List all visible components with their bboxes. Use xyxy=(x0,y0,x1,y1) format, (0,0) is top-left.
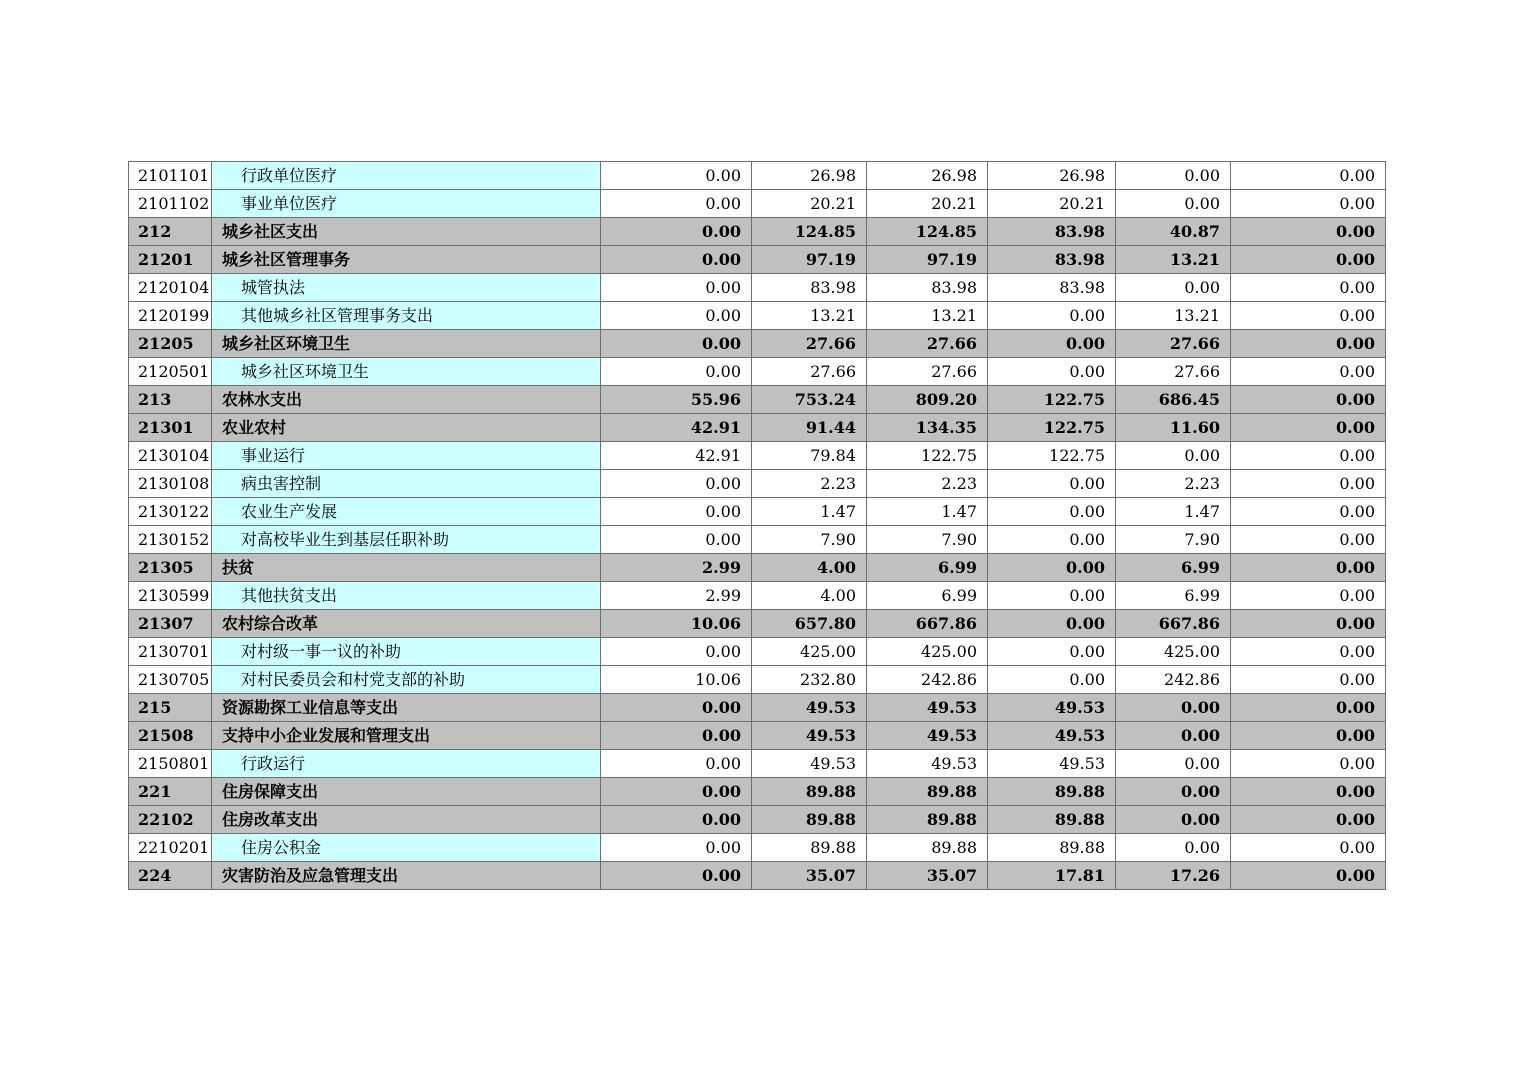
amount-cell: 97.19 xyxy=(867,246,988,274)
amount-cell: 27.66 xyxy=(752,358,867,386)
amount-cell: 0.00 xyxy=(601,750,752,778)
account-name-cell: 城乡社区支出 xyxy=(212,218,601,246)
account-name-cell: 对村级一事一议的补助 xyxy=(212,638,601,666)
amount-cell: 0.00 xyxy=(1116,274,1231,302)
amount-cell: 0.00 xyxy=(1231,554,1386,582)
amount-cell: 0.00 xyxy=(988,610,1116,638)
amount-cell: 0.00 xyxy=(601,330,752,358)
amount-cell: 4.00 xyxy=(752,554,867,582)
amount-cell: 83.98 xyxy=(867,274,988,302)
amount-cell: 20.21 xyxy=(752,190,867,218)
account-name-cell: 农村综合改革 xyxy=(212,610,601,638)
amount-cell: 0.00 xyxy=(1116,806,1231,834)
amount-cell: 0.00 xyxy=(1231,862,1386,890)
amount-cell: 753.24 xyxy=(752,386,867,414)
amount-cell: 0.00 xyxy=(988,554,1116,582)
account-name-cell: 行政运行 xyxy=(212,750,601,778)
budget-table xyxy=(128,161,1386,890)
amount-cell: 0.00 xyxy=(1231,246,1386,274)
account-name-cell: 住房保障支出 xyxy=(212,778,601,806)
table-row xyxy=(129,190,1386,218)
account-name-cell: 城乡社区环境卫生 xyxy=(212,358,601,386)
amount-cell: 17.26 xyxy=(1116,862,1231,890)
amount-cell: 27.66 xyxy=(752,330,867,358)
account-code-cell: 213 xyxy=(129,386,212,414)
amount-cell: 0.00 xyxy=(1116,834,1231,862)
amount-cell: 0.00 xyxy=(601,834,752,862)
amount-cell: 0.00 xyxy=(601,190,752,218)
amount-cell: 20.21 xyxy=(867,190,988,218)
category-summary-row xyxy=(129,778,1386,806)
amount-cell: 91.44 xyxy=(752,414,867,442)
amount-cell: 0.00 xyxy=(1231,442,1386,470)
amount-cell: 6.99 xyxy=(1116,582,1231,610)
amount-cell: 686.45 xyxy=(1116,386,1231,414)
amount-cell: 0.00 xyxy=(1231,386,1386,414)
amount-cell: 0.00 xyxy=(1231,610,1386,638)
amount-cell: 49.53 xyxy=(867,750,988,778)
account-name-cell: 其他扶贫支出 xyxy=(212,582,601,610)
account-name-cell: 行政单位医疗 xyxy=(212,162,601,190)
account-code-cell: 2210201 xyxy=(129,834,212,862)
amount-cell: 0.00 xyxy=(601,302,752,330)
category-summary-row xyxy=(129,218,1386,246)
amount-cell: 0.00 xyxy=(1231,162,1386,190)
table-row xyxy=(129,274,1386,302)
table-row xyxy=(129,302,1386,330)
account-code-cell: 21205 xyxy=(129,330,212,358)
amount-cell: 2.99 xyxy=(601,582,752,610)
amount-cell: 42.91 xyxy=(601,442,752,470)
account-name-cell: 病虫害控制 xyxy=(212,470,601,498)
amount-cell: 35.07 xyxy=(867,862,988,890)
amount-cell: 0.00 xyxy=(601,638,752,666)
amount-cell: 0.00 xyxy=(601,274,752,302)
category-summary-row xyxy=(129,694,1386,722)
amount-cell: 0.00 xyxy=(1116,442,1231,470)
amount-cell: 40.87 xyxy=(1116,218,1231,246)
amount-cell: 0.00 xyxy=(601,722,752,750)
account-code-cell: 21305 xyxy=(129,554,212,582)
amount-cell: 124.85 xyxy=(867,218,988,246)
amount-cell: 0.00 xyxy=(988,526,1116,554)
amount-cell: 0.00 xyxy=(1116,694,1231,722)
account-code-cell: 2130108 xyxy=(129,470,212,498)
amount-cell: 0.00 xyxy=(988,666,1116,694)
amount-cell: 2.23 xyxy=(867,470,988,498)
amount-cell: 7.90 xyxy=(1116,526,1231,554)
amount-cell: 6.99 xyxy=(1116,554,1231,582)
amount-cell: 7.90 xyxy=(752,526,867,554)
amount-cell: 7.90 xyxy=(867,526,988,554)
amount-cell: 6.99 xyxy=(867,554,988,582)
amount-cell: 11.60 xyxy=(1116,414,1231,442)
amount-cell: 0.00 xyxy=(1116,722,1231,750)
category-summary-row xyxy=(129,862,1386,890)
category-summary-row xyxy=(129,554,1386,582)
amount-cell: 0.00 xyxy=(1231,694,1386,722)
amount-cell: 89.88 xyxy=(988,778,1116,806)
amount-cell: 0.00 xyxy=(601,358,752,386)
table-row xyxy=(129,582,1386,610)
amount-cell: 0.00 xyxy=(1231,666,1386,694)
amount-cell: 0.00 xyxy=(988,302,1116,330)
amount-cell: 10.06 xyxy=(601,666,752,694)
table-row xyxy=(129,162,1386,190)
amount-cell: 0.00 xyxy=(1231,330,1386,358)
amount-cell: 2.99 xyxy=(601,554,752,582)
account-name-cell: 农林水支出 xyxy=(212,386,601,414)
amount-cell: 0.00 xyxy=(1231,498,1386,526)
amount-cell: 10.06 xyxy=(601,610,752,638)
account-code-cell: 21201 xyxy=(129,246,212,274)
amount-cell: 4.00 xyxy=(752,582,867,610)
amount-cell: 49.53 xyxy=(988,694,1116,722)
account-code-cell: 2130705 xyxy=(129,666,212,694)
amount-cell: 0.00 xyxy=(601,162,752,190)
category-summary-row xyxy=(129,246,1386,274)
amount-cell: 122.75 xyxy=(988,442,1116,470)
table-row xyxy=(129,442,1386,470)
amount-cell: 0.00 xyxy=(1231,750,1386,778)
amount-cell: 49.53 xyxy=(752,750,867,778)
amount-cell: 0.00 xyxy=(1231,806,1386,834)
amount-cell: 0.00 xyxy=(601,526,752,554)
account-code-cell: 21301 xyxy=(129,414,212,442)
account-code-cell: 2130104 xyxy=(129,442,212,470)
amount-cell: 49.53 xyxy=(867,694,988,722)
account-name-cell: 城乡社区环境卫生 xyxy=(212,330,601,358)
amount-cell: 26.98 xyxy=(752,162,867,190)
amount-cell: 0.00 xyxy=(1231,638,1386,666)
amount-cell: 49.53 xyxy=(752,722,867,750)
amount-cell: 89.88 xyxy=(867,834,988,862)
amount-cell: 89.88 xyxy=(867,806,988,834)
amount-cell: 124.85 xyxy=(752,218,867,246)
amount-cell: 6.99 xyxy=(867,582,988,610)
amount-cell: 425.00 xyxy=(867,638,988,666)
amount-cell: 0.00 xyxy=(1231,778,1386,806)
table-row xyxy=(129,526,1386,554)
amount-cell: 0.00 xyxy=(601,778,752,806)
amount-cell: 0.00 xyxy=(988,330,1116,358)
table-body xyxy=(129,162,1386,890)
amount-cell: 89.88 xyxy=(752,834,867,862)
account-code-cell: 2150801 xyxy=(129,750,212,778)
amount-cell: 97.19 xyxy=(752,246,867,274)
amount-cell: 657.80 xyxy=(752,610,867,638)
amount-cell: 0.00 xyxy=(1231,190,1386,218)
category-summary-row xyxy=(129,414,1386,442)
amount-cell: 0.00 xyxy=(601,246,752,274)
account-name-cell: 农业生产发展 xyxy=(212,498,601,526)
amount-cell: 13.21 xyxy=(867,302,988,330)
amount-cell: 27.66 xyxy=(867,358,988,386)
amount-cell: 1.47 xyxy=(752,498,867,526)
amount-cell: 425.00 xyxy=(752,638,867,666)
amount-cell: 232.80 xyxy=(752,666,867,694)
amount-cell: 83.98 xyxy=(988,218,1116,246)
account-name-cell: 对高校毕业生到基层任职补助 xyxy=(212,526,601,554)
amount-cell: 667.86 xyxy=(1116,610,1231,638)
amount-cell: 49.53 xyxy=(988,750,1116,778)
amount-cell: 27.66 xyxy=(1116,358,1231,386)
amount-cell: 27.66 xyxy=(1116,330,1231,358)
account-name-cell: 对村民委员会和村党支部的补助 xyxy=(212,666,601,694)
account-name-cell: 资源勘探工业信息等支出 xyxy=(212,694,601,722)
category-summary-row xyxy=(129,722,1386,750)
amount-cell: 42.91 xyxy=(601,414,752,442)
account-name-cell: 事业单位医疗 xyxy=(212,190,601,218)
amount-cell: 809.20 xyxy=(867,386,988,414)
amount-cell: 122.75 xyxy=(988,414,1116,442)
account-code-cell: 22102 xyxy=(129,806,212,834)
account-name-cell: 其他城乡社区管理事务支出 xyxy=(212,302,601,330)
amount-cell: 242.86 xyxy=(867,666,988,694)
table-row xyxy=(129,358,1386,386)
amount-cell: 0.00 xyxy=(1231,414,1386,442)
amount-cell: 0.00 xyxy=(601,498,752,526)
amount-cell: 0.00 xyxy=(988,582,1116,610)
amount-cell: 0.00 xyxy=(601,862,752,890)
account-code-cell: 2130122 xyxy=(129,498,212,526)
amount-cell: 0.00 xyxy=(601,806,752,834)
amount-cell: 0.00 xyxy=(601,694,752,722)
account-code-cell: 2130152 xyxy=(129,526,212,554)
amount-cell: 26.98 xyxy=(867,162,988,190)
amount-cell: 0.00 xyxy=(1116,750,1231,778)
amount-cell: 35.07 xyxy=(752,862,867,890)
amount-cell: 27.66 xyxy=(867,330,988,358)
amount-cell: 89.88 xyxy=(752,778,867,806)
amount-cell: 1.47 xyxy=(1116,498,1231,526)
amount-cell: 122.75 xyxy=(867,442,988,470)
category-summary-row xyxy=(129,386,1386,414)
amount-cell: 0.00 xyxy=(988,358,1116,386)
amount-cell: 0.00 xyxy=(1231,302,1386,330)
amount-cell: 17.81 xyxy=(988,862,1116,890)
amount-cell: 134.35 xyxy=(867,414,988,442)
account-code-cell: 215 xyxy=(129,694,212,722)
amount-cell: 0.00 xyxy=(1231,582,1386,610)
amount-cell: 2.23 xyxy=(1116,470,1231,498)
amount-cell: 13.21 xyxy=(752,302,867,330)
table-row xyxy=(129,470,1386,498)
amount-cell: 0.00 xyxy=(988,638,1116,666)
amount-cell: 0.00 xyxy=(1116,162,1231,190)
amount-cell: 0.00 xyxy=(988,498,1116,526)
amount-cell: 0.00 xyxy=(988,470,1116,498)
amount-cell: 49.53 xyxy=(752,694,867,722)
account-name-cell: 住房改革支出 xyxy=(212,806,601,834)
amount-cell: 49.53 xyxy=(867,722,988,750)
amount-cell: 1.47 xyxy=(867,498,988,526)
account-code-cell: 221 xyxy=(129,778,212,806)
account-code-cell: 2130599 xyxy=(129,582,212,610)
account-code-cell: 2120199 xyxy=(129,302,212,330)
table-row xyxy=(129,750,1386,778)
amount-cell: 89.88 xyxy=(988,806,1116,834)
account-code-cell: 224 xyxy=(129,862,212,890)
amount-cell: 83.98 xyxy=(752,274,867,302)
amount-cell: 13.21 xyxy=(1116,302,1231,330)
amount-cell: 0.00 xyxy=(601,218,752,246)
amount-cell: 0.00 xyxy=(1231,218,1386,246)
account-name-cell: 城乡社区管理事务 xyxy=(212,246,601,274)
amount-cell: 0.00 xyxy=(1231,358,1386,386)
amount-cell: 2.23 xyxy=(752,470,867,498)
amount-cell: 425.00 xyxy=(1116,638,1231,666)
amount-cell: 0.00 xyxy=(1116,778,1231,806)
amount-cell: 79.84 xyxy=(752,442,867,470)
account-code-cell: 21307 xyxy=(129,610,212,638)
table-row xyxy=(129,498,1386,526)
amount-cell: 0.00 xyxy=(1231,526,1386,554)
account-name-cell: 事业运行 xyxy=(212,442,601,470)
table-row xyxy=(129,666,1386,694)
amount-cell: 0.00 xyxy=(1116,190,1231,218)
amount-cell: 26.98 xyxy=(988,162,1116,190)
amount-cell: 0.00 xyxy=(1231,470,1386,498)
amount-cell: 0.00 xyxy=(1231,834,1386,862)
table-row xyxy=(129,834,1386,862)
amount-cell: 0.00 xyxy=(601,470,752,498)
account-code-cell: 21508 xyxy=(129,722,212,750)
account-code-cell: 2101102 xyxy=(129,190,212,218)
account-name-cell: 城管执法 xyxy=(212,274,601,302)
table-row xyxy=(129,638,1386,666)
amount-cell: 89.88 xyxy=(867,778,988,806)
amount-cell: 55.96 xyxy=(601,386,752,414)
account-code-cell: 212 xyxy=(129,218,212,246)
amount-cell: 83.98 xyxy=(988,274,1116,302)
amount-cell: 242.86 xyxy=(1116,666,1231,694)
amount-cell: 89.88 xyxy=(988,834,1116,862)
category-summary-row xyxy=(129,806,1386,834)
amount-cell: 89.88 xyxy=(752,806,867,834)
amount-cell: 20.21 xyxy=(988,190,1116,218)
amount-cell: 667.86 xyxy=(867,610,988,638)
amount-cell: 0.00 xyxy=(1231,722,1386,750)
amount-cell: 122.75 xyxy=(988,386,1116,414)
account-name-cell: 支持中小企业发展和管理支出 xyxy=(212,722,601,750)
amount-cell: 83.98 xyxy=(988,246,1116,274)
category-summary-row xyxy=(129,610,1386,638)
account-name-cell: 扶贫 xyxy=(212,554,601,582)
account-name-cell: 住房公积金 xyxy=(212,834,601,862)
account-name-cell: 灾害防治及应急管理支出 xyxy=(212,862,601,890)
account-code-cell: 2130701 xyxy=(129,638,212,666)
account-code-cell: 2120104 xyxy=(129,274,212,302)
amount-cell: 0.00 xyxy=(1231,274,1386,302)
amount-cell: 13.21 xyxy=(1116,246,1231,274)
account-code-cell: 2120501 xyxy=(129,358,212,386)
category-summary-row xyxy=(129,330,1386,358)
account-name-cell: 农业农村 xyxy=(212,414,601,442)
amount-cell: 49.53 xyxy=(988,722,1116,750)
account-code-cell: 2101101 xyxy=(129,162,212,190)
